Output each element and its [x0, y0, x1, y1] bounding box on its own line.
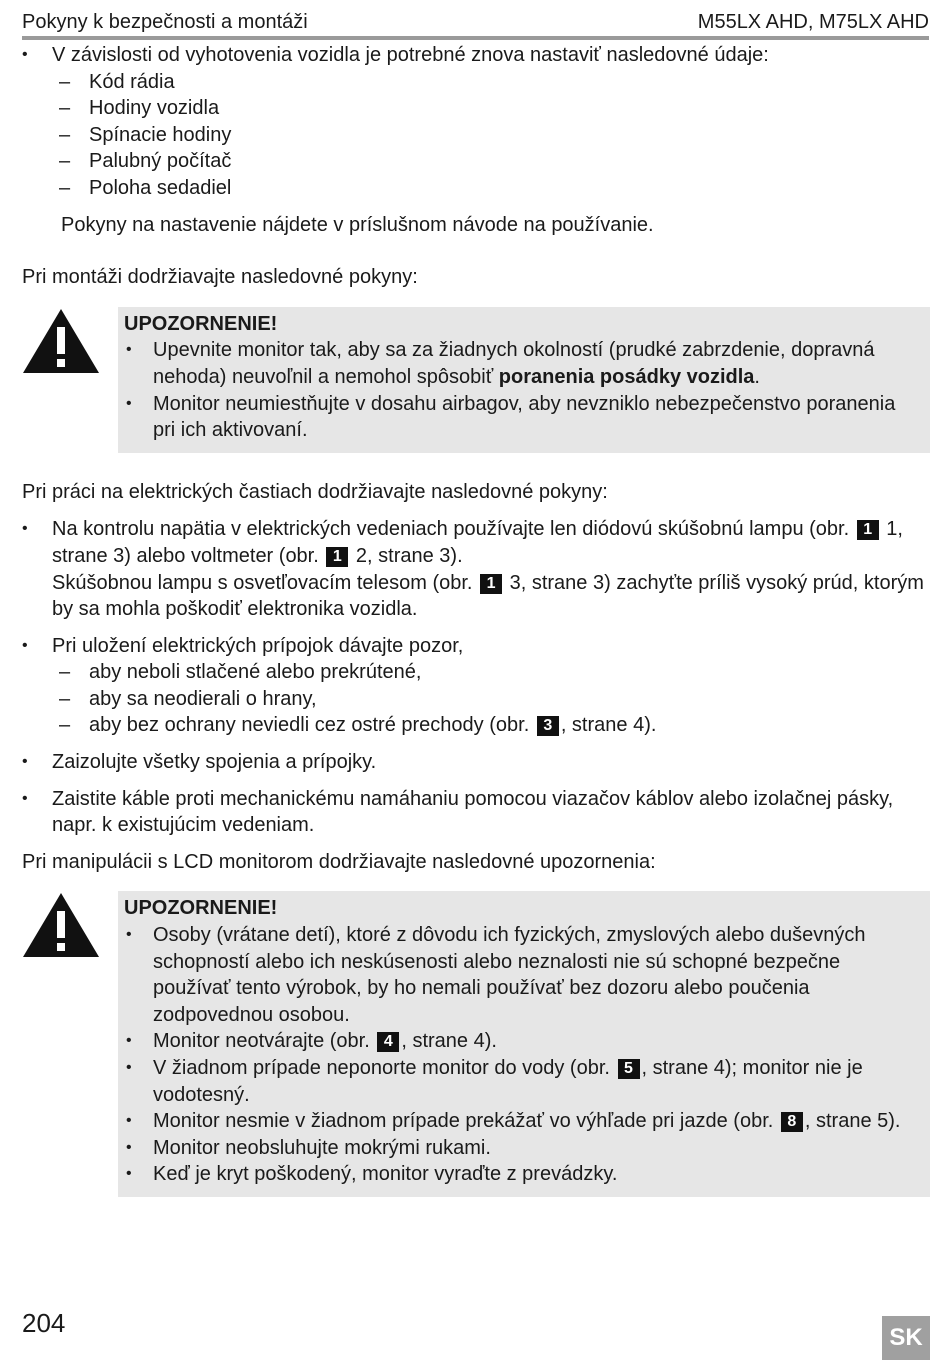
figure-ref-badge: 5 — [618, 1059, 640, 1079]
sublist-item: – aby bez ochrany neviedli cez ostré prechody (obr. 3 , strane 4). — [22, 712, 930, 739]
sublist-item: – Poloha sedadiel — [22, 175, 930, 202]
sublist-item: – aby sa neodierali o hrany, — [22, 686, 930, 713]
warning-item: • Upevnite monitor tak, aby sa za žiadnych okolností (prudké zabrzdenie, dopravná nehoda) neuvoľnil a nemohol spôsobiť poranenia posádky vozidla. — [124, 337, 920, 390]
sublist-item: – Spínacie hodiny — [22, 122, 930, 149]
figure-ref-badge: 1 — [326, 547, 348, 567]
warning-item: • Keď je kryt poškodený, monitor vyraďte z prevádzky. — [124, 1161, 920, 1188]
warning-title: UPOZORNENIE! — [124, 897, 278, 920]
figure-ref-badge: 1 — [857, 520, 879, 540]
warning-item: • Monitor neotvárajte (obr. 4 , strane 4). — [124, 1028, 920, 1055]
page-content — [22, 42, 930, 1197]
lcd-heading: Pri manipulácii s LCD monitorom dodržiavajte nasledovné upozornenia: — [22, 850, 656, 873]
language-tab: SK — [882, 1316, 930, 1360]
sublist-item: – Palubný počítač — [22, 148, 930, 175]
figure-ref-badge: 1 — [480, 574, 502, 594]
warning-item: • V žiadnom prípade neponorte monitor do vody (obr. 5 , strane 4); monitor nie je vodotesný. — [124, 1055, 920, 1108]
header-title: Pokyny k bezpečnosti a montáži — [22, 11, 308, 33]
warning-box — [118, 307, 930, 453]
figure-ref-badge: 4 — [377, 1032, 399, 1052]
list-item: • V závislosti od vyhotovenia vozidla je potrebné znova nastaviť nasledovné údaje: – Kód rádia – Hodiny vozidla – Spínacie hodiny – Palubný počítač – Poloha sedadiel — [22, 42, 930, 202]
page-header — [22, 6, 929, 40]
list-item: • Zaizolujte všetky spojenia a prípojky. — [22, 749, 930, 776]
electrical-heading: Pri práci na elektrických častiach dodržiavajte nasledovné pokyny: — [22, 480, 608, 503]
list-item: • Pri uložení elektrických prípojok dávajte pozor, – aby neboli stlačené alebo prekrútené, – aby sa neodierali o hrany, – aby bez ochrany neviedli cez ostré prechody (obr. 3 , strane 4). — [22, 633, 930, 739]
intro-list — [22, 42, 930, 202]
mounting-heading: Pri montáži dodržiavajte nasledovné pokyny: — [22, 266, 418, 289]
electrical-sublist — [22, 659, 930, 739]
intro-note: Pokyny na nastavenie nájdete v príslušnom návode na používanie. — [61, 213, 654, 236]
warning-triangle-icon — [22, 891, 100, 959]
list-item: • Zaistite káble proti mechanickému namáhaniu pomocou viazačov káblov alebo izolačnej pásky, napr. k existujúcim vedeniam. — [22, 786, 930, 839]
figure-ref-badge: 3 — [537, 716, 559, 736]
figure-ref-badge: 8 — [781, 1112, 803, 1132]
warning-title: UPOZORNENIE! — [124, 312, 278, 335]
sublist-item: – aby neboli stlačené alebo prekrútené, — [22, 659, 930, 686]
warning-box — [118, 891, 930, 1197]
emphasis-text: poranenia posádky vozidla — [498, 365, 755, 388]
sublist-item: – Hodiny vozidla — [22, 95, 930, 122]
warning-block-lcd — [22, 891, 930, 1197]
list-item: • Na kontrolu napätia v elektrických vedeniach používajte len diódovú skúšobnú lampu (obr. 1 1, strane 3) alebo voltmeter (obr. 1 2, strane 3). Skúšobnou lampu s osvetľovacím telesom (obr. 1 3, strane 3) zachyťte príliš vysoký prúd, ktorým by sa mohla poškodiť elektronika vozidla. — [22, 516, 930, 622]
header-model: M55LX AHD, M75LX AHD — [697, 11, 929, 33]
warning-item: • Osoby (vrátane detí), ktoré z dôvodu ich fyzických, zmyslových alebo duševných schopností alebo ich neskúsenosti alebo neznalosti nie sú schopné bezpečne používať tento výrobok, by ho nemali používať bez dozoru alebo poučenia zodpovednou osobou. — [124, 922, 920, 1028]
warning-triangle-icon — [22, 307, 100, 375]
warning-item: • Monitor neobsluhujte mokrými rukami. — [124, 1135, 920, 1162]
warning-block-mounting — [22, 307, 930, 453]
sublist-item: – Kód rádia — [22, 69, 930, 96]
electrical-list — [22, 516, 930, 839]
intro-sublist — [22, 69, 930, 202]
warning-item: • Monitor neumiestňujte v dosahu airbagov, aby nevzniklo nebezpečenstvo poranenia pri ich aktivovaní. — [124, 391, 920, 444]
page-number: 204 — [22, 1308, 66, 1338]
warning-item: • Monitor nesmie v žiadnom prípade prekážať vo výhľade pri jazde (obr. 8 , strane 5). — [124, 1108, 920, 1135]
